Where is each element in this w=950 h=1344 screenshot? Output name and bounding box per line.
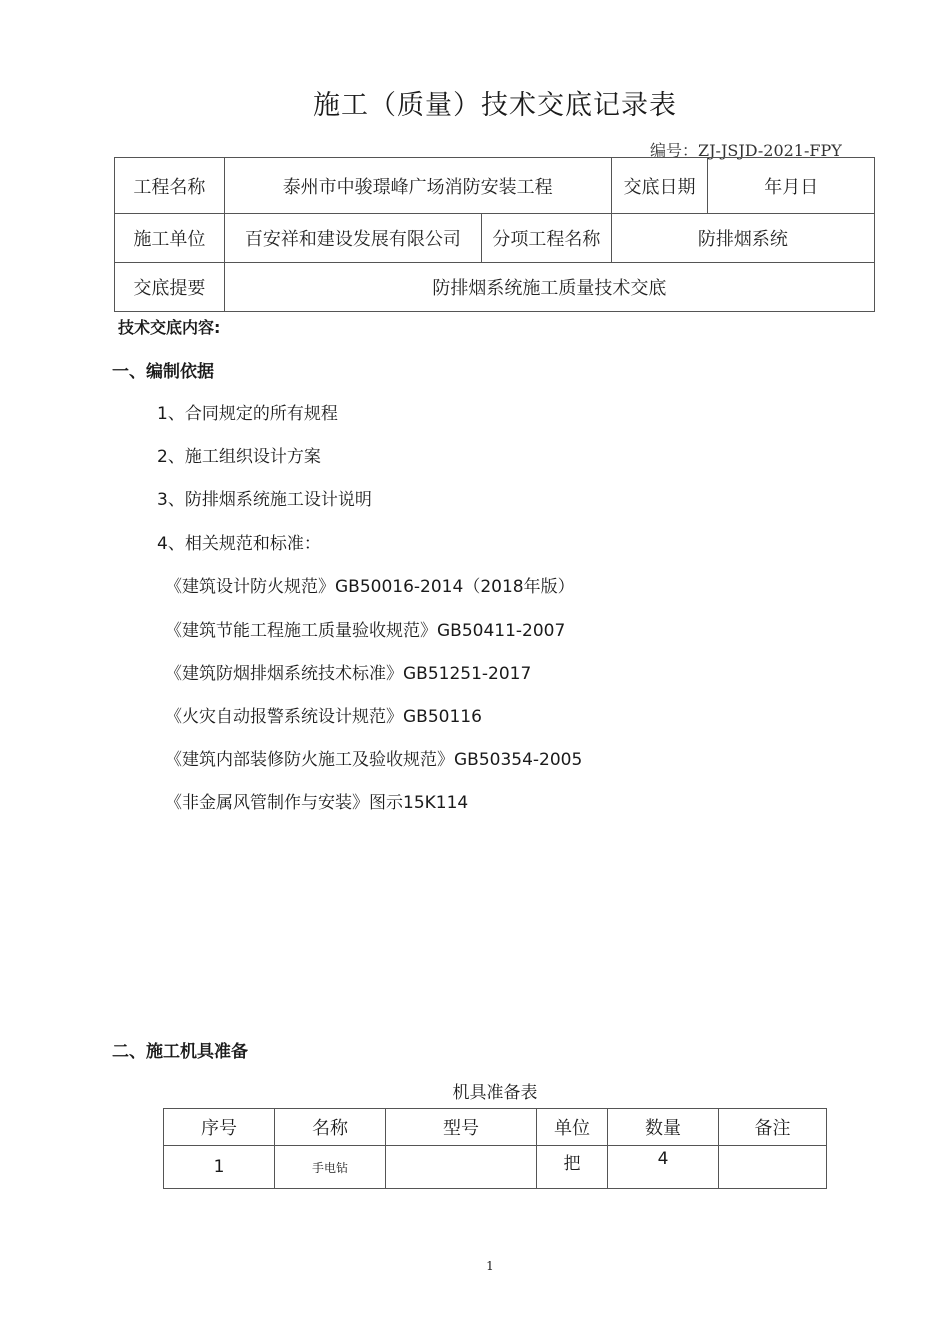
subproject-value: 防排烟系统 [611, 214, 874, 263]
cell-unit: 把 [537, 1146, 608, 1189]
equipment-table [163, 1108, 827, 1189]
standard-item: 《建筑内部装修防火施工及验收规范》GB50354-2005 [165, 750, 583, 770]
project-name-label: 工程名称 [115, 158, 225, 214]
column-header-quantity: 数量 [608, 1109, 719, 1146]
table-row [164, 1146, 827, 1189]
column-header-unit: 单位 [537, 1109, 608, 1146]
date-value: 年月日 [708, 158, 875, 214]
cell-no: 1 [164, 1146, 275, 1189]
header-row-project [115, 158, 875, 214]
date-label: 交底日期 [611, 158, 708, 214]
basis-item: 3、防排烟系统施工设计说明 [157, 490, 372, 510]
column-header-note: 备注 [719, 1109, 827, 1146]
section-equipment-heading: 二、施工机具准备 [112, 1042, 248, 1062]
standard-item: 《建筑节能工程施工质量验收规范》GB50411-2007 [165, 621, 566, 641]
page-number: 1 [486, 1259, 494, 1273]
document-number: 编号：ZJ-JSJD-2021-FPY [650, 141, 842, 160]
basis-item: 1、合同规定的所有规程 [157, 404, 338, 424]
cell-note [719, 1146, 827, 1189]
standard-item: 《非金属风管制作与安装》图示15K114 [165, 793, 469, 813]
section-basis-heading: 一、编制依据 [112, 362, 214, 382]
subproject-label: 分项工程名称 [482, 214, 612, 263]
summary-value: 防排烟系统施工质量技术交底 [224, 263, 874, 312]
construction-unit-label: 施工单位 [115, 214, 225, 263]
equipment-table-caption: 机具准备表 [452, 1083, 538, 1103]
header-row-unit [115, 214, 875, 263]
header-info-table [114, 157, 875, 312]
equipment-header-row [164, 1109, 827, 1146]
cell-name: 手电钻 [275, 1146, 386, 1189]
content-heading: 技术交底内容: [118, 318, 221, 337]
construction-unit-value: 百安祥和建设发展有限公司 [224, 214, 481, 263]
column-header-no: 序号 [164, 1109, 275, 1146]
basis-item: 4、相关规范和标准： [157, 534, 321, 554]
document-title: 施工（质量）技术交底记录表 [313, 90, 677, 121]
standard-item: 《建筑防烟排烟系统技术标准》GB51251-2017 [165, 664, 532, 684]
cell-quantity: 4 [608, 1146, 719, 1189]
column-header-model: 型号 [386, 1109, 537, 1146]
summary-label: 交底提要 [115, 263, 225, 312]
standard-item: 《火灾自动报警系统设计规范》GB50116 [165, 707, 482, 727]
basis-item: 2、施工组织设计方案 [157, 447, 321, 467]
standard-item: 《建筑设计防火规范》GB50016-2014（2018年版） [165, 577, 575, 597]
project-name-value: 泰州市中骏璟峰广场消防安装工程 [224, 158, 611, 214]
cell-model [386, 1146, 537, 1189]
header-row-summary [115, 263, 875, 312]
column-header-name: 名称 [275, 1109, 386, 1146]
